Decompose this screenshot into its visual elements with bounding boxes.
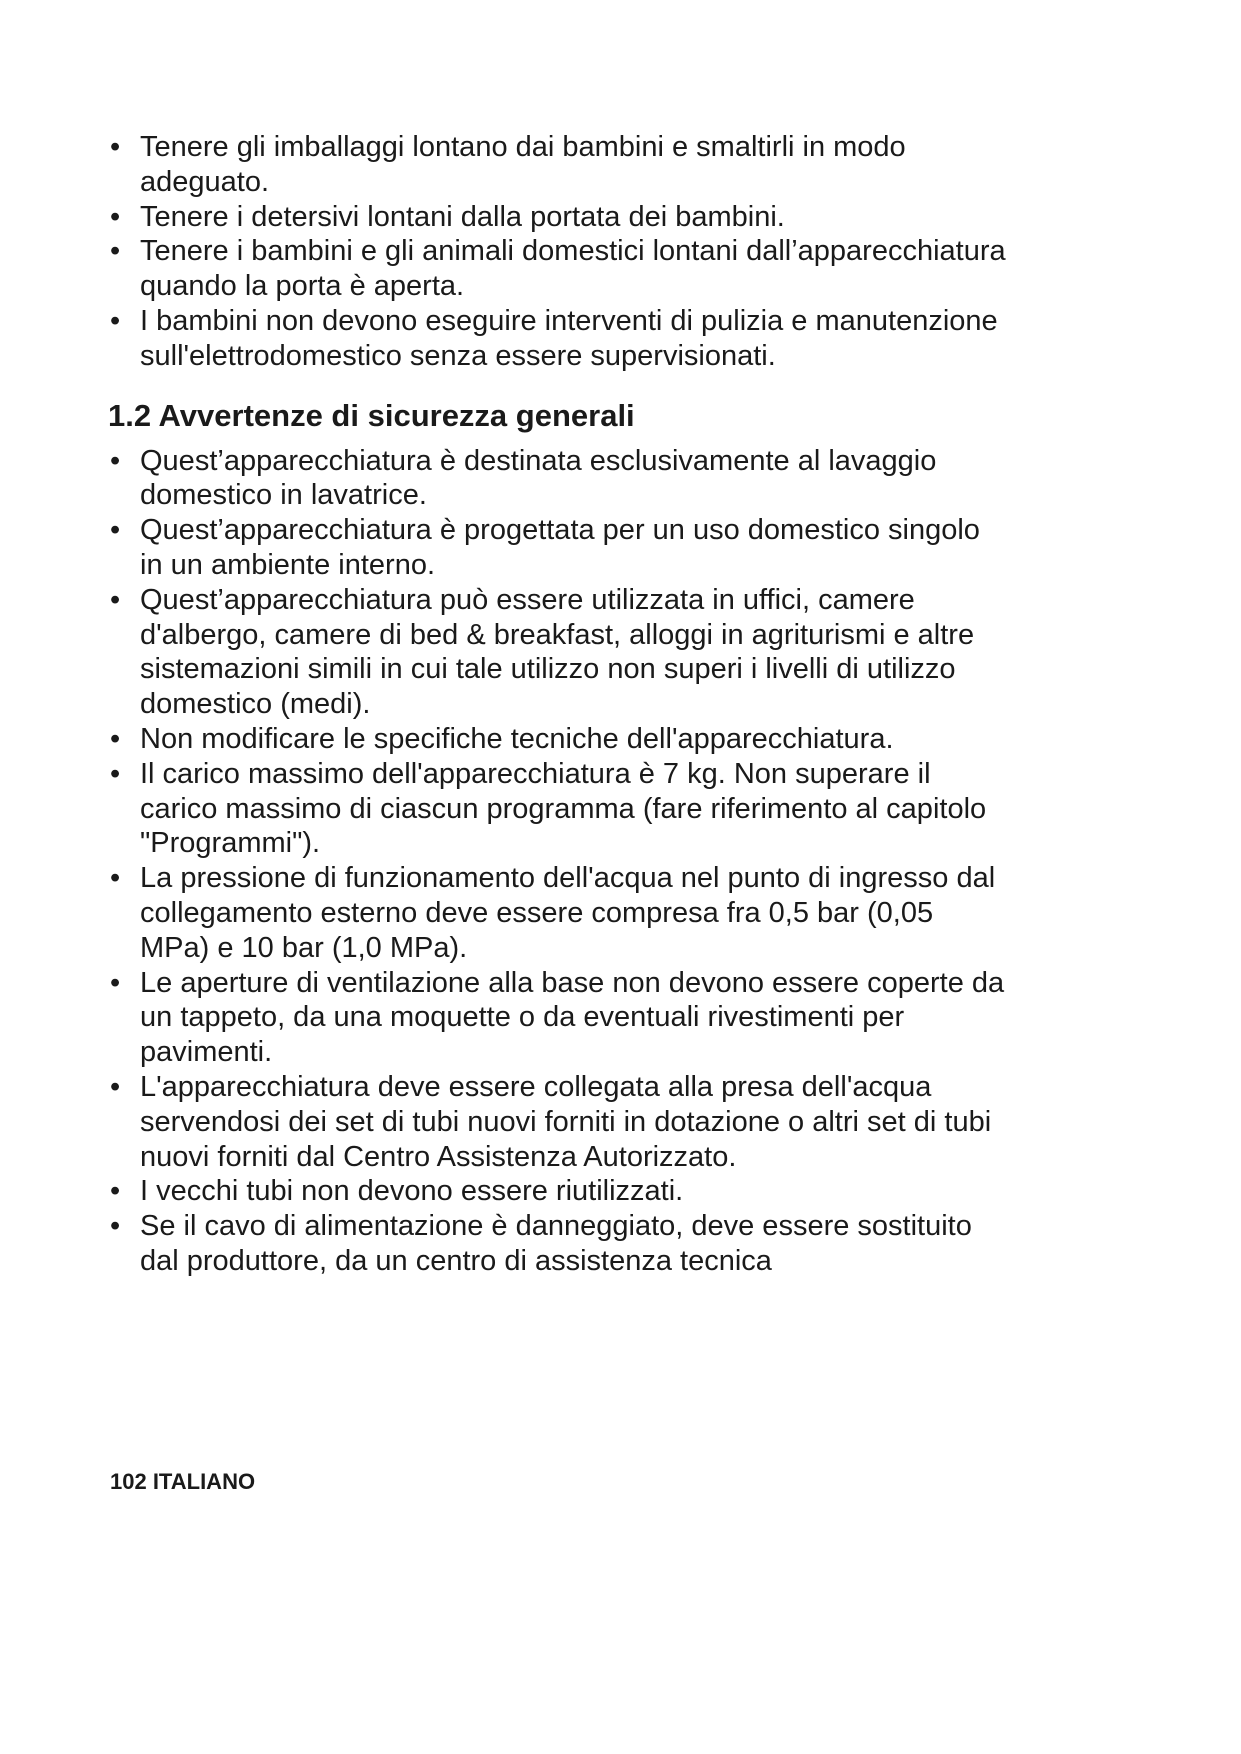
bullet-icon: •: [110, 862, 121, 895]
bullet-icon: •: [110, 722, 121, 755]
list-item-text: Le aperture di ventilazione alla base non devono essere coperte da un tappeto, da una moquette o da eventuali rivestimenti per pavimenti.: [140, 966, 1005, 1069]
list-item-text: Tenere gli imballaggi lontano dai bambini e smaltirli in modo adeguato.: [140, 131, 906, 198]
bullet-icon: •: [110, 131, 121, 163]
bullet-icon: •: [110, 235, 121, 268]
list-item: [108, 234, 1008, 304]
section-heading: 1.2 Avvertenze di sicurezza generali: [108, 397, 635, 433]
list-item-text: Se il cavo di alimentazione è danneggiato, deve essere sostituito dal produttore, da un centro di assistenza tecnica: [140, 1210, 972, 1277]
list-item-text: Tenere i detersivi lontani dalla portata dei bambini.: [140, 200, 785, 233]
page-content: [108, 130, 1008, 1279]
list-item: [108, 583, 1008, 722]
list-item: [108, 304, 1008, 374]
list-item-text: Quest’apparecchiatura può essere utilizzata in uffici, camere d'albergo, camere di bed & breakfast, alloggi in agriturismi e altre sistemazioni simili in cui tale utilizzo non superi i livelli di utilizzo domestico (medi).: [140, 583, 975, 721]
list-item: [108, 861, 1008, 965]
list-item: [108, 966, 1008, 1070]
list-item-text: Il carico massimo dell'apparecchiatura è 7 kg. Non superare il carico massimo di ciascun programma (fare riferimento al capitolo "Programmi").: [140, 757, 987, 860]
list-item-text: Non modificare le specifiche tecniche dell'apparecchiatura.: [140, 722, 894, 755]
list-item: [108, 513, 1008, 583]
bullet-icon: •: [110, 200, 121, 233]
bullet-icon: •: [110, 304, 121, 337]
list-item: [108, 130, 1008, 200]
list-item: [108, 1174, 1008, 1209]
list-item-text: Tenere i bambini e gli animali domestici lontani dall’apparecchiatura quando la porta è aperta.: [140, 235, 1006, 303]
child-safety-list: [108, 130, 1008, 374]
bullet-icon: •: [110, 583, 121, 616]
list-item-text: I vecchi tubi non devono essere riutilizzati.: [140, 1175, 684, 1208]
bullet-icon: •: [110, 514, 121, 547]
list-item-text: Quest’apparecchiatura è destinata esclusivamente al lavaggio domestico in lavatrice.: [140, 444, 937, 512]
list-item: [108, 722, 1008, 757]
bullet-icon: •: [110, 1175, 121, 1208]
list-item: [108, 757, 1008, 861]
list-item-text: L'apparecchiatura deve essere collegata alla presa dell'acqua servendosi dei set di tubi nuovi forniti in dotazione o altri set di tubi nuovi forniti dal Centro Assistenza Autorizzato.: [140, 1070, 992, 1173]
bullet-icon: •: [110, 966, 121, 999]
bullet-icon: •: [110, 444, 121, 477]
list-item: [108, 444, 1008, 514]
general-safety-list: [108, 444, 1008, 1279]
bullet-icon: •: [110, 1070, 121, 1103]
list-item: [108, 200, 1008, 235]
list-item-text: I bambini non devono eseguire interventi di pulizia e manutenzione sull'elettrodomestico senza essere supervisionati.: [140, 304, 998, 372]
list-item: [108, 1209, 1008, 1279]
bullet-icon: •: [110, 757, 121, 790]
list-item-text: La pressione di funzionamento dell'acqua nel punto di ingresso dal collegamento esterno deve essere compresa fra 0,5 bar (0,05 MPa) e 10 bar (1,0 MPa).: [140, 862, 996, 964]
list-item: [108, 1070, 1008, 1174]
list-item-text: Quest’apparecchiatura è progettata per un uso domestico singolo in un ambiente interno.: [140, 514, 980, 581]
page-number-label: 102 ITALIANO: [110, 1469, 256, 1494]
bullet-icon: •: [110, 1210, 121, 1243]
